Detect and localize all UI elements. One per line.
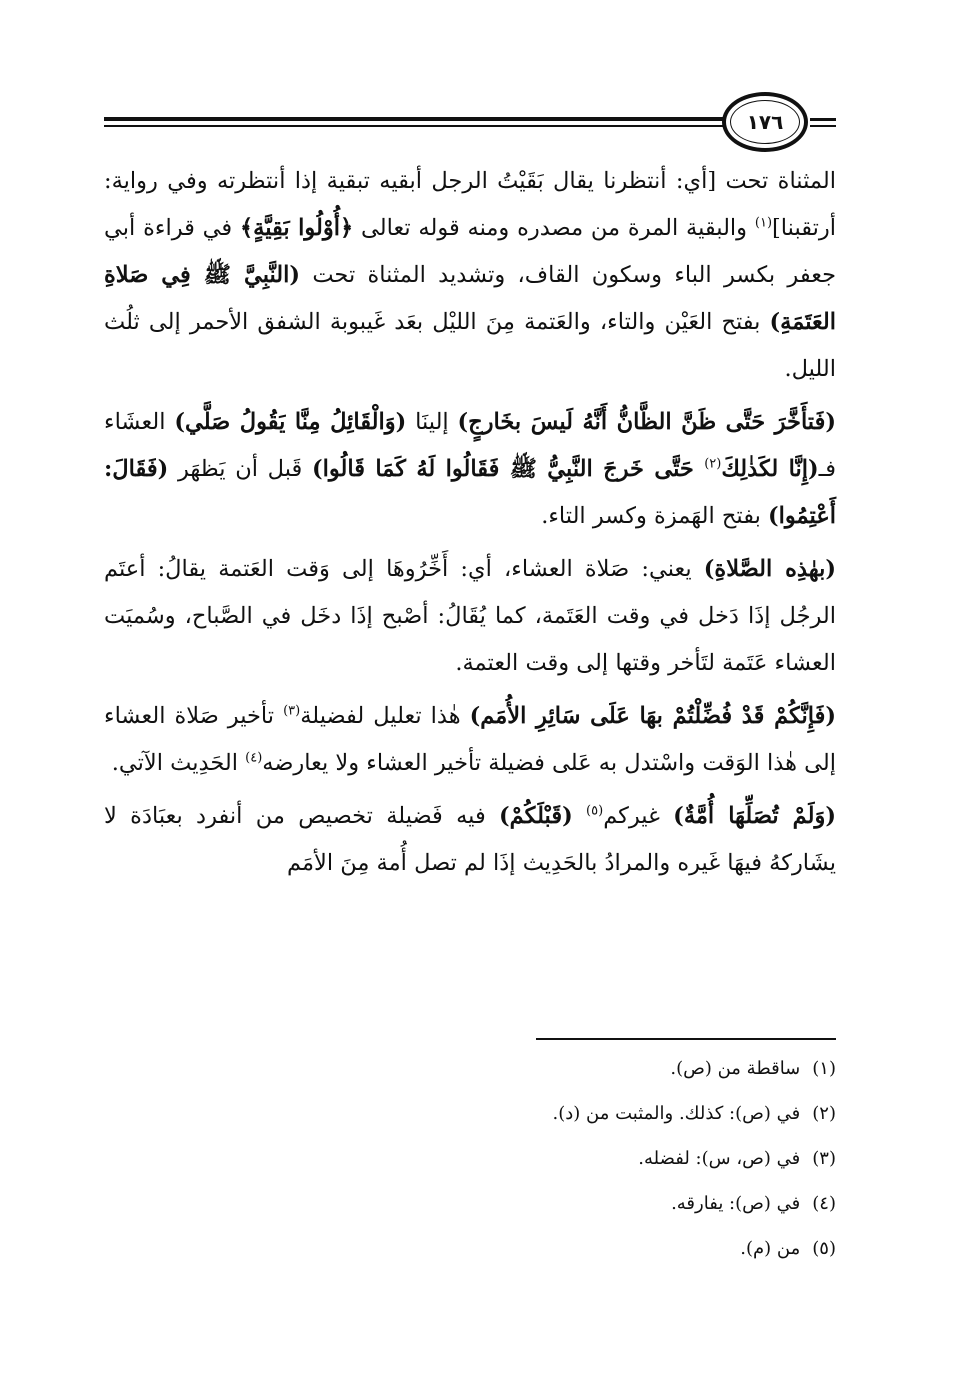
footnote-5 bbox=[104, 1230, 836, 1275]
quoted-text: (إِنَّا لكَذٰلِكَ bbox=[721, 456, 819, 482]
quoted-text: (وَالْقَائِلُ مِنَّا يَقُولُ صَلَّي) bbox=[174, 409, 407, 435]
text-run: إلينَا bbox=[406, 409, 458, 435]
footnote-number: (٣) bbox=[812, 1148, 836, 1169]
footnote-ref: (٤) bbox=[245, 750, 263, 766]
footnote-separator bbox=[536, 1038, 836, 1040]
footnote-3 bbox=[104, 1140, 836, 1185]
paragraph-4 bbox=[104, 693, 836, 787]
quoted-text: (قَبْلَكُمْ) bbox=[499, 803, 573, 829]
quoted-text: (فَتأَخَّرَ حَتَّى ظَنَّ الظَّانُّ أَنَّهُ لَيسَ بخَارجٍ) bbox=[457, 409, 836, 435]
footnote-ref: (١) bbox=[754, 215, 773, 231]
footnote-ref: (٢) bbox=[704, 456, 722, 472]
text-run: الحَدِيث الآتي. bbox=[111, 750, 246, 776]
quoted-text: (وَلَمْ تُصَلِّهَا أُمَّةٌ) bbox=[673, 803, 836, 829]
header-rule-right bbox=[810, 118, 836, 121]
quoted-text: (النَّبِيَّ ﷺ فِي صَلاةِ العَتَمَةِ) bbox=[104, 262, 836, 335]
footnote-text: من (م). bbox=[740, 1238, 801, 1259]
footnote-2 bbox=[104, 1095, 836, 1140]
main-text bbox=[104, 158, 836, 893]
page-number-badge bbox=[722, 92, 808, 152]
footnote-number: (١) bbox=[812, 1058, 836, 1079]
footnote-text: في (ص): كذلك. والمثبت من (د). bbox=[552, 1103, 801, 1124]
page-header bbox=[104, 88, 836, 158]
text-run: هٰذا تعليل لفضيلة bbox=[300, 703, 470, 729]
quoted-text: حَتَّى خَرجَ النَّبِيُّ ﷺ فَقَالُوا لَهُ كَمَا قَالُوا) bbox=[311, 456, 705, 482]
paragraph-5 bbox=[104, 793, 836, 887]
text-run: قَبل أن يَظهَر bbox=[168, 456, 312, 482]
footnote-1 bbox=[104, 1050, 836, 1095]
text-run bbox=[573, 803, 586, 829]
text-run: فيه فَضيلة تخصيص من أنفرد بعبَادَة لا يشَاركهُ فيهَا غَيره والمرادُ بالحَدِيث إذَا لم تصل أُمة مِنَ الأمَم bbox=[104, 803, 836, 876]
footnote-number: (٤) bbox=[812, 1193, 836, 1214]
text-run: تأخير صَلاة العشاء إلى هٰذا الوَقت واسْتدل به عَلى فضيلة تأخير العشاء ولا يعارضه bbox=[104, 703, 836, 776]
footnote-text: في (ص): يفارقه. bbox=[671, 1193, 801, 1214]
text-run: بفتح العَيْن والتاء، والعَتمة مِنَ الليْل بعَد غَيبوبة الشفق الأحمر إلى ثلُث الليل. bbox=[104, 309, 836, 382]
footnote-text: في (ص، س): لفضله. bbox=[638, 1148, 801, 1169]
quoted-text: (بهٰذِه الصَّلاةِ) bbox=[703, 556, 836, 582]
paragraph-1 bbox=[104, 158, 836, 393]
quoted-text: ﴿أُوْلُوا بَقِيَّةٍ﴾ bbox=[240, 215, 354, 241]
text-run: في قراءة أبي جعفر بكسر الباء وسكون القاف، وتشديد المثناة تحت bbox=[104, 215, 836, 288]
footnotes bbox=[104, 1050, 836, 1275]
header-rule-thin bbox=[104, 125, 724, 127]
footnote-text: ساقطة من (ص). bbox=[670, 1058, 801, 1079]
text-run: والبقية المرة من مصدره ومنه قوله تعالى bbox=[353, 215, 755, 241]
footnote-ref: (٣) bbox=[283, 703, 301, 719]
text-run: المثناة تحت [أي: أنتظرنا يقال بَقَيْتُ الرجل أبقيه تبقية إذا أنتظرته وفي رواية: أرتقبنا] bbox=[104, 168, 836, 241]
header-rule-right-thin bbox=[810, 125, 836, 127]
text-run: العشَاء فـ bbox=[104, 409, 836, 482]
footnote-number: (٥) bbox=[812, 1238, 836, 1259]
text-run: غيركم bbox=[603, 803, 674, 829]
paragraph-2 bbox=[104, 399, 836, 540]
text-run: بفتح الهَمزة وكسر التاء. bbox=[541, 503, 768, 529]
paragraph-3 bbox=[104, 546, 836, 687]
quoted-text: (فَإِنَّكُمْ قَدْ فُضِّلْتُمْ بهَا عَلَى سَائِرِ الأُمَم) bbox=[469, 703, 836, 729]
quoted-text: (فَقَالَ: أَعْتِمُوا) bbox=[104, 456, 836, 529]
footnote-ref: (٥) bbox=[586, 803, 604, 819]
text-run: يعني: صَلاة العشاء، أي: أَخِّرُوهَا إلى وَقت العَتمة يقالُ: أعتَم الرجُل إذَا دَخل في وقت العَتَمة، كما يُقَالُ: أصْبح إذَا دخَل في الصَّباح، وسُميَت العشاء عَتَمة لتَأخر وقتها إلى وقت العتمة. bbox=[104, 556, 836, 676]
page-number: ١٧٦ bbox=[746, 110, 784, 134]
header-rule-thick bbox=[104, 117, 724, 121]
footnote-number: (٢) bbox=[812, 1103, 836, 1124]
footnote-4 bbox=[104, 1185, 836, 1230]
